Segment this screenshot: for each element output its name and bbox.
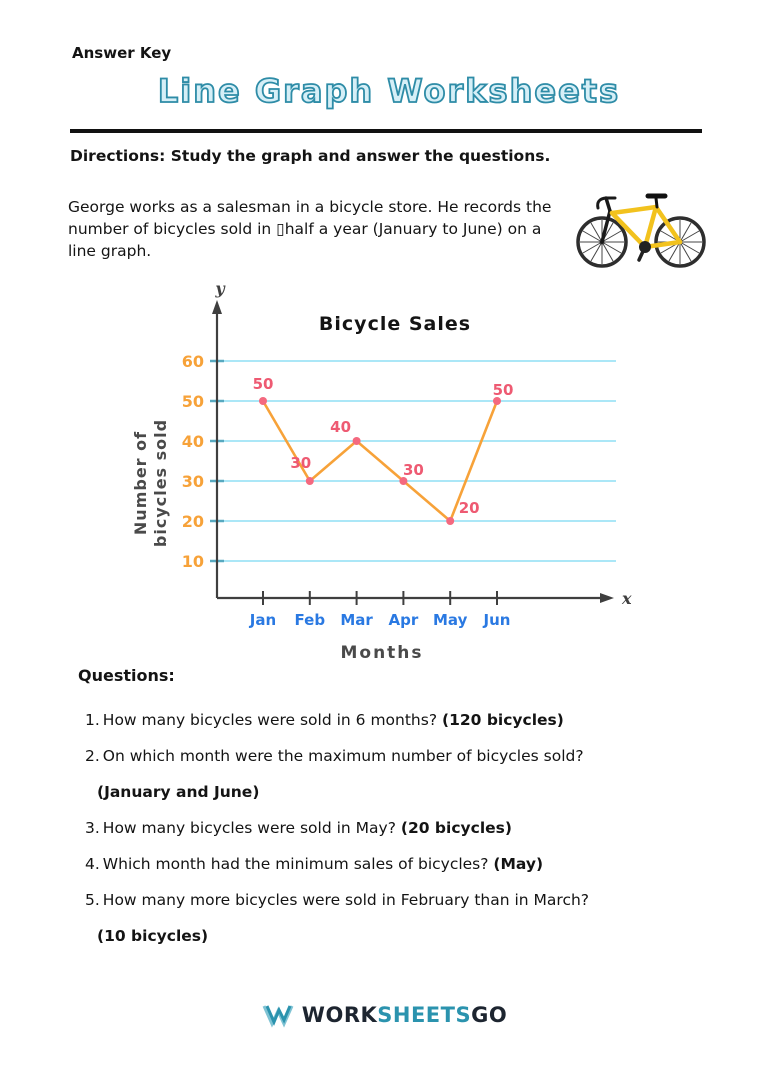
question-answer-line (85, 781, 718, 803)
questions-heading: Questions: (78, 666, 175, 685)
question-item (78, 709, 718, 731)
bicycle-illustration (570, 185, 718, 277)
question-answer: (20 bicycles) (400, 819, 512, 837)
svg-text:Mar: Mar (340, 611, 373, 629)
question-number: 5. (85, 891, 100, 909)
svg-text:20: 20 (181, 512, 204, 531)
svg-text:40: 40 (181, 432, 204, 451)
svg-text:y: y (215, 279, 225, 298)
questions-list (78, 709, 718, 947)
svg-text:Number ofbicycles sold: Number ofbicycles sold (131, 418, 170, 548)
question-item (78, 745, 718, 803)
svg-text:50: 50 (492, 381, 514, 399)
svg-text:Feb: Feb (294, 611, 326, 629)
question-number: 3. (85, 819, 100, 837)
question-number: 2. (85, 747, 100, 765)
worksheetsgo-logo-icon (261, 1002, 295, 1028)
question-answer: (January and June) (97, 783, 260, 801)
logo-word-work: WORKSHEETSGO (301, 1003, 508, 1027)
svg-text:Apr: Apr (388, 611, 419, 629)
question-number: 4. (85, 855, 100, 873)
page-title (0, 72, 768, 110)
logo-word-go: GO (471, 1003, 508, 1027)
svg-text:60: 60 (181, 352, 204, 371)
question-answer: (10 bicycles) (97, 927, 209, 945)
logo-word-sheets: SHEETS (377, 1003, 472, 1027)
question-item (78, 889, 718, 947)
intro-paragraph (68, 196, 578, 262)
svg-text:10: 10 (181, 552, 204, 571)
svg-text:May: May (433, 611, 468, 629)
svg-text:Jan: Jan (249, 611, 277, 629)
intro-line: number of bicycles sold in ▯half a year (January to June) on a (68, 220, 542, 238)
question-number: 1. (85, 711, 100, 729)
svg-text:Bicycle Sales: Bicycle Sales (318, 313, 472, 335)
question-text: How many bicycles were sold in 6 months? (102, 711, 442, 729)
question-answer: (May) (493, 855, 544, 873)
intro-line: line graph. (68, 242, 152, 260)
bicycle-sales-line-chart (120, 278, 685, 678)
svg-text:40: 40 (330, 418, 352, 436)
svg-text:x: x (622, 589, 632, 608)
question-text: How many bicycles were sold in May? (102, 819, 401, 837)
question-item (78, 817, 718, 839)
svg-text:30: 30 (402, 461, 424, 479)
svg-text:Months: Months (340, 643, 424, 663)
svg-text:20: 20 (458, 499, 480, 517)
questions-section (78, 666, 718, 961)
intro-line: George works as a salesman in a bicycle store. He records the (68, 198, 552, 216)
question-text: How many more bicycles were sold in February than in March? (102, 891, 590, 909)
svg-text:Jun: Jun (483, 611, 511, 629)
question-text: Which month had the minimum sales of bicycles? (102, 855, 494, 873)
header-divider (70, 129, 702, 133)
directions-text: Directions: Study the graph and answer the questions. (70, 147, 551, 165)
question-text: On which month were the maximum number of bicycles sold? (102, 747, 584, 765)
svg-text:30: 30 (181, 472, 204, 491)
question-answer-line (85, 925, 718, 947)
page-title-text: Line Graph Worksheets (157, 72, 621, 110)
svg-text:30: 30 (290, 454, 312, 472)
answer-key-label: Answer Key (72, 44, 172, 62)
svg-text:50: 50 (252, 375, 274, 393)
svg-text:50: 50 (181, 392, 204, 411)
question-answer: (120 bicycles) (442, 711, 564, 729)
question-item (78, 853, 718, 875)
footer-logo (0, 1002, 768, 1028)
